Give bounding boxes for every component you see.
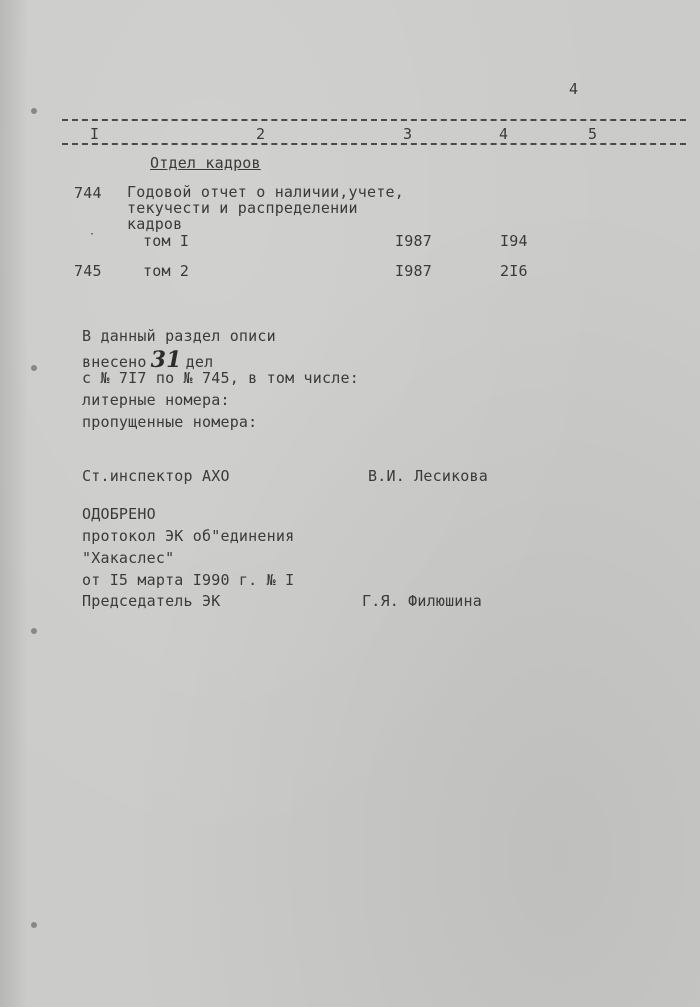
record-volume: том I (143, 232, 190, 250)
record-volume: том 2 (143, 262, 190, 280)
approval-line: "Хакаслес" (82, 549, 175, 567)
summary-line: пропущенные номера: (82, 413, 258, 431)
header-rule-top (62, 119, 686, 121)
record-title (127, 184, 404, 232)
summary-prefix: внесено (82, 353, 147, 371)
approval-line: от I5 марта I990 г. № I (82, 571, 295, 589)
column-header-4: 4 (499, 125, 509, 143)
column-header-5: 5 (588, 125, 598, 143)
column-header-3: 3 (403, 125, 413, 143)
record-year: I987 (395, 262, 432, 280)
column-header-1: I (90, 125, 100, 143)
signer-name: В.И. Лесикова (368, 467, 488, 485)
record-number: 744 (74, 184, 102, 202)
summary-line: с № 7I7 по № 745, в том числе: (82, 369, 359, 387)
column-header-2: 2 (256, 125, 266, 143)
binding-hole (31, 922, 37, 928)
summary-line: В данный раздел описи (82, 327, 276, 345)
record-title-line: кадров (127, 215, 183, 233)
record-title-line: текучести и распределении (127, 199, 358, 217)
handwritten-count: 31 (150, 347, 182, 373)
record-title-line: Годовой отчет о наличии,учете, (127, 183, 404, 201)
header-rule-bottom (62, 143, 686, 145)
summary-suffix: дел (185, 353, 214, 371)
binding-hole (31, 108, 37, 114)
binding-hole (31, 628, 37, 634)
record-year: I987 (395, 232, 432, 250)
approval-heading: ОДОБРЕНО (82, 505, 156, 523)
signer-position: Ст.инспектор АХО (82, 467, 230, 485)
binding-hole (31, 365, 37, 371)
approval-line: протокол ЭК об"единения (82, 527, 295, 545)
page-number: 4 (569, 80, 579, 98)
record-number: 745 (74, 262, 102, 280)
section-title: Отдел кадров (150, 154, 261, 172)
record-sheets: I94 (500, 232, 528, 250)
chairman-position: Председатель ЭК (82, 592, 221, 610)
dot-mark: · (89, 229, 96, 240)
summary-line: литерные номера: (82, 391, 230, 409)
record-sheets: 2I6 (500, 262, 528, 280)
page-shadow (0, 0, 28, 1007)
chairman-name: Г.Я. Филюшина (362, 592, 482, 610)
